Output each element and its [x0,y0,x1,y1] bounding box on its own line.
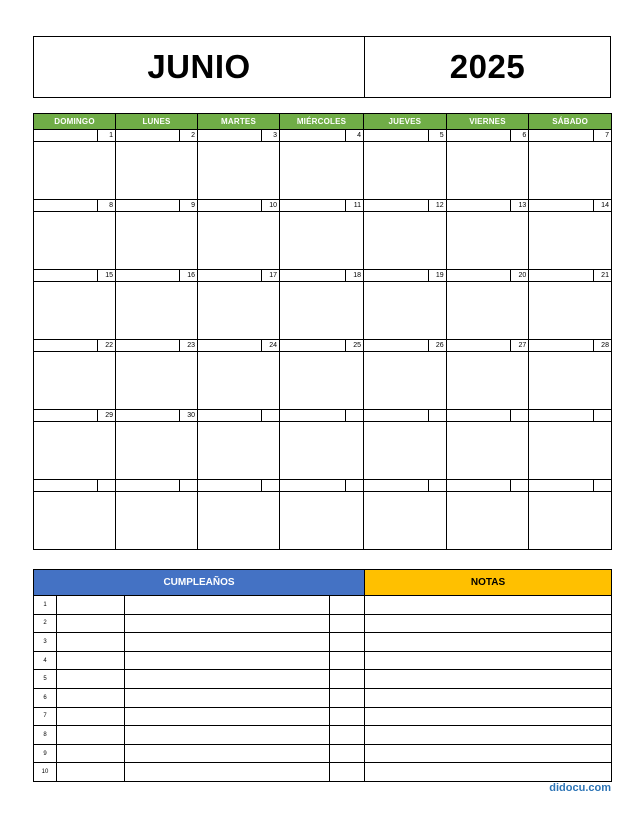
birthday-extra-cell[interactable] [330,763,365,782]
day-number-cell [529,130,612,142]
birthday-extra-cell[interactable] [330,688,365,707]
day-cell[interactable] [364,492,447,550]
birthday-row [34,763,612,782]
day-number-cell [280,130,364,142]
day-cell[interactable] [116,422,198,480]
day-cell[interactable] [34,212,116,270]
birthday-row [34,614,612,633]
week-notes-row [34,142,612,200]
day-number-cell [116,410,198,422]
row-number: 4 [34,651,57,670]
day-number-cell [34,270,116,282]
day-number-cell [116,480,198,492]
week-notes-row [34,422,612,480]
birthday-date-cell[interactable] [57,670,125,689]
day-cell[interactable] [446,142,529,200]
day-cell[interactable] [364,422,447,480]
day-number [97,480,115,491]
day-cell[interactable] [364,352,447,410]
day-number-cell [198,410,280,422]
day-number-cell [446,340,529,352]
week-notes-row [34,492,612,550]
row-number: 8 [34,726,57,745]
day-number-cell [446,480,529,492]
week-date-row [34,130,612,142]
day-number-cell [529,340,612,352]
day-number: 20 [510,270,528,281]
row-number: 5 [34,670,57,689]
birthday-row [34,726,612,745]
day-number-cell [116,270,198,282]
day-number [345,480,363,491]
birthday-date-cell[interactable] [57,614,125,633]
day-cell[interactable] [198,352,280,410]
day-cell[interactable] [116,212,198,270]
day-number: 3 [261,130,279,141]
day-number-cell [364,130,447,142]
birthday-date-cell[interactable] [57,726,125,745]
day-number [345,410,363,421]
weekday-header-row [34,114,612,130]
day-number-cell [116,200,198,212]
day-number: 5 [428,130,446,141]
day-number-cell [34,480,116,492]
birthday-row [34,670,612,689]
month-calendar-grid [33,113,612,550]
day-number-cell [198,340,280,352]
week-date-row [34,410,612,422]
day-cell[interactable] [198,282,280,340]
day-cell[interactable] [280,142,364,200]
day-number [510,480,528,491]
day-number [261,410,279,421]
day-number [179,480,197,491]
day-number-cell [446,130,529,142]
day-number-cell [116,130,198,142]
day-number: 18 [345,270,363,281]
day-cell[interactable] [198,492,280,550]
day-cell[interactable] [280,212,364,270]
day-cell[interactable] [446,492,529,550]
day-number-cell [529,410,612,422]
notes-header: NOTAS [365,570,612,596]
day-cell[interactable] [280,422,364,480]
day-number [593,410,611,421]
birthday-extra-cell[interactable] [330,670,365,689]
day-number-cell [529,480,612,492]
day-number: 24 [261,340,279,351]
day-number: 22 [97,340,115,351]
birthday-extra-cell[interactable] [330,651,365,670]
row-number: 2 [34,614,57,633]
day-number-cell [280,270,364,282]
birthdays-notes-table [33,569,612,782]
weekday-monday: LUNES [116,114,198,130]
day-number: 21 [593,270,611,281]
day-number-cell [34,340,116,352]
day-number-cell [198,200,280,212]
birthday-extra-cell[interactable] [330,744,365,763]
brand-footer: didocu.com [549,782,611,794]
day-cell[interactable] [529,142,612,200]
day-number-cell [198,270,280,282]
note-cell[interactable] [365,670,612,689]
note-cell[interactable] [365,744,612,763]
day-number-cell [529,200,612,212]
note-cell[interactable] [365,651,612,670]
birthday-date-cell[interactable] [57,763,125,782]
calendar-title [33,36,611,98]
day-number: 25 [345,340,363,351]
birthday-date-cell[interactable] [57,688,125,707]
day-cell[interactable] [34,282,116,340]
day-number: 15 [97,270,115,281]
day-number: 26 [428,340,446,351]
day-cell[interactable] [116,142,198,200]
day-cell[interactable] [280,492,364,550]
birthday-row [34,744,612,763]
day-number-cell [446,410,529,422]
day-number-cell [280,410,364,422]
day-number [428,410,446,421]
birthday-extra-cell[interactable] [330,633,365,652]
day-number: 2 [179,130,197,141]
day-number: 23 [179,340,197,351]
birthday-name-cell[interactable] [125,614,330,633]
birthday-extra-cell[interactable] [330,596,365,615]
note-cell[interactable] [365,596,612,615]
day-cell[interactable] [116,352,198,410]
day-cell[interactable] [446,212,529,270]
day-number: 30 [179,410,197,421]
row-number: 7 [34,707,57,726]
birthday-name-cell[interactable] [125,596,330,615]
day-number-cell [34,200,116,212]
day-number: 29 [97,410,115,421]
row-number: 3 [34,633,57,652]
day-cell[interactable] [34,142,116,200]
note-cell[interactable] [365,726,612,745]
day-cell[interactable] [34,422,116,480]
week-notes-row [34,282,612,340]
day-number-cell [529,270,612,282]
birthday-name-cell[interactable] [125,744,330,763]
birthday-name-cell[interactable] [125,688,330,707]
month-title: JUNIO [34,37,365,97]
day-cell[interactable] [364,282,447,340]
day-cell[interactable] [364,142,447,200]
week-date-row [34,270,612,282]
day-number-cell [116,340,198,352]
day-number-cell [34,410,116,422]
day-cell[interactable] [446,352,529,410]
birthday-row [34,651,612,670]
row-number: 10 [34,763,57,782]
birthdays-header: CUMPLEAÑOS [34,570,365,596]
day-cell[interactable] [529,352,612,410]
day-number-cell [198,480,280,492]
day-number: 14 [593,200,611,211]
day-cell[interactable] [116,282,198,340]
day-cell[interactable] [34,492,116,550]
note-cell[interactable] [365,707,612,726]
note-cell[interactable] [365,633,612,652]
day-cell[interactable] [364,212,447,270]
day-number [428,480,446,491]
week-date-row [34,480,612,492]
day-number-cell [446,200,529,212]
weekday-thursday: JUEVES [364,114,447,130]
note-cell[interactable] [365,688,612,707]
day-number: 1 [97,130,115,141]
birthday-row [34,633,612,652]
week-date-row [34,200,612,212]
day-cell[interactable] [116,492,198,550]
weekday-wednesday: MIÉRCOLES [280,114,364,130]
birthday-row [34,596,612,615]
birthday-date-cell[interactable] [57,596,125,615]
day-cell[interactable] [280,282,364,340]
birthday-name-cell[interactable] [125,707,330,726]
birthday-date-cell[interactable] [57,651,125,670]
day-number: 27 [510,340,528,351]
day-number-cell [364,340,447,352]
day-cell[interactable] [529,282,612,340]
birthday-name-cell[interactable] [125,651,330,670]
day-cell[interactable] [529,492,612,550]
note-cell[interactable] [365,763,612,782]
day-number [510,410,528,421]
birthday-date-cell[interactable] [57,707,125,726]
day-number: 17 [261,270,279,281]
birthday-name-cell[interactable] [125,726,330,745]
day-cell[interactable] [280,352,364,410]
row-number: 1 [34,596,57,615]
day-number: 7 [593,130,611,141]
day-number-cell [280,200,364,212]
day-number: 13 [510,200,528,211]
birthday-date-cell[interactable] [57,744,125,763]
birthday-date-cell[interactable] [57,633,125,652]
day-cell[interactable] [198,212,280,270]
birthday-extra-cell[interactable] [330,726,365,745]
weekday-saturday: SÁBADO [529,114,612,130]
day-number: 8 [97,200,115,211]
birthday-name-cell[interactable] [125,670,330,689]
birthday-row [34,707,612,726]
day-number [261,480,279,491]
day-cell[interactable] [446,282,529,340]
week-notes-row [34,352,612,410]
row-number: 6 [34,688,57,707]
day-number: 10 [261,200,279,211]
day-number: 6 [510,130,528,141]
day-number-cell [34,130,116,142]
day-number: 4 [345,130,363,141]
week-date-row [34,340,612,352]
day-number-cell [364,200,447,212]
weekday-friday: VIERNES [446,114,529,130]
day-number-cell [446,270,529,282]
day-number: 16 [179,270,197,281]
day-number: 12 [428,200,446,211]
day-number: 28 [593,340,611,351]
day-number: 19 [428,270,446,281]
week-notes-row [34,212,612,270]
day-cell[interactable] [529,422,612,480]
day-cell[interactable] [446,422,529,480]
year-title: 2025 [449,48,526,85]
day-cell[interactable] [198,422,280,480]
day-number: 11 [345,200,363,211]
day-number-cell [280,480,364,492]
day-number-cell [364,270,447,282]
note-cell[interactable] [365,614,612,633]
day-number: 9 [179,200,197,211]
weekday-tuesday: MARTES [198,114,280,130]
day-number-cell [364,480,447,492]
weekday-sunday: DOMINGO [34,114,116,130]
birthday-extra-cell[interactable] [330,707,365,726]
day-cell[interactable] [198,142,280,200]
birthday-extra-cell[interactable] [330,614,365,633]
day-number [593,480,611,491]
day-number-cell [198,130,280,142]
birthday-row [34,688,612,707]
birthday-name-cell[interactable] [125,763,330,782]
day-number-cell [364,410,447,422]
day-number-cell [280,340,364,352]
day-cell[interactable] [529,212,612,270]
day-cell[interactable] [34,352,116,410]
row-number: 9 [34,744,57,763]
birthday-name-cell[interactable] [125,633,330,652]
